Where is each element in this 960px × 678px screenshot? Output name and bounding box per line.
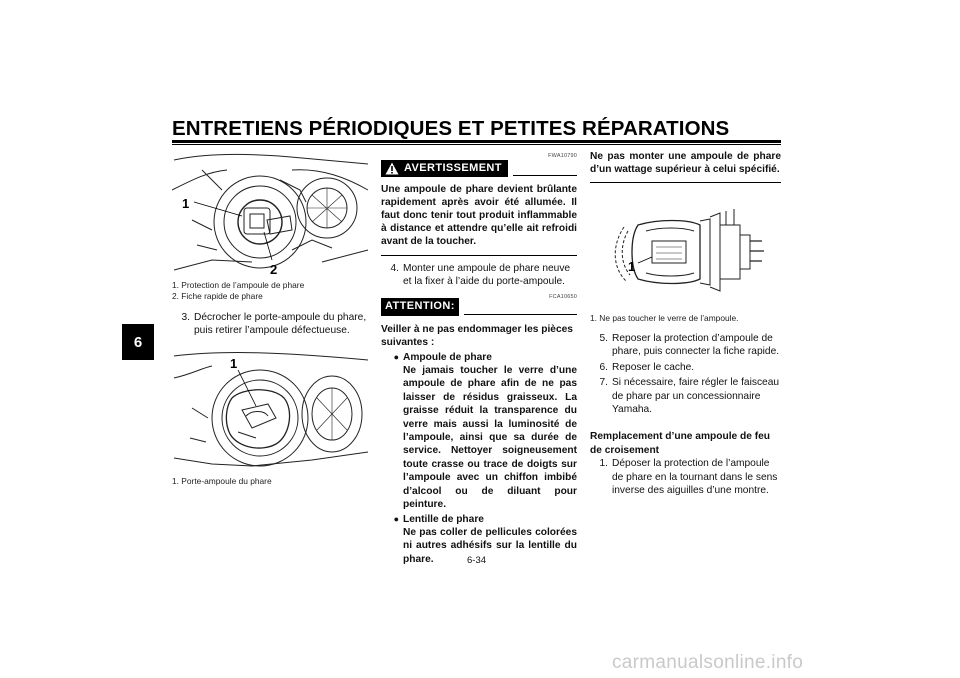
warning-triangle-icon	[385, 162, 399, 175]
figure-3-caption	[590, 313, 781, 324]
header-rule	[172, 140, 781, 143]
step-text: Reposer le cache.	[612, 361, 695, 373]
callout-1: 1	[182, 196, 190, 211]
warning-rule	[513, 175, 577, 176]
header-rule-thin	[172, 144, 781, 145]
step-number: 5.	[599, 333, 608, 344]
step-number: 7.	[599, 377, 608, 389]
bullet-title: Lentille de phare	[403, 513, 484, 525]
warning-header	[381, 159, 577, 177]
figure-1-caption	[172, 280, 370, 302]
callout-1: 1	[230, 355, 238, 371]
bullet-text: Ne pas coller de pellicules colorées ni autres adhésifs sur la lentille du phare.	[403, 526, 577, 565]
warning-end-rule	[590, 182, 781, 183]
watermark: carmanualsonline.info	[612, 652, 804, 673]
column-1	[172, 150, 370, 487]
step-3	[172, 311, 370, 338]
attention-badge: ATTENTION:	[381, 298, 459, 315]
step-number: 3.	[181, 312, 190, 323]
caption-item: 2. Fiche rapide de phare	[172, 291, 263, 301]
step-4	[381, 262, 577, 289]
step-text: Décrocher le porte-ampoule du phare, puis retirer l’ampoule défectueuse.	[194, 312, 367, 337]
attention-code: FCA10650	[549, 293, 577, 300]
figure-bulb-holder	[172, 348, 370, 474]
callout-2: 2	[270, 262, 278, 277]
bulb-illustration	[590, 191, 781, 301]
warning-continued-text: Ne pas monter une ampoule de phare d’un wattage supérieur à celui spécifié.	[590, 151, 781, 175]
warning-code: FWA10790	[548, 153, 577, 159]
step-7	[590, 376, 781, 416]
headlight-illustration	[172, 150, 370, 280]
section-step-1	[590, 457, 781, 497]
step-6	[590, 361, 781, 374]
bullet-item	[381, 351, 577, 512]
figure-2-caption	[172, 476, 370, 487]
callout-1: 1	[628, 259, 636, 274]
caption-item: 1. Porte-ampoule du phare	[172, 475, 272, 486]
bullet-text: Ne jamais toucher le verre d’une ampoule de phare afin de ne pas laisser de résidus graisseux. La graisse réduit la transparence du verre mais aussi la luminosité de l’ampoule, ainsi que sa durée de service. Nettoyer soigneusement toute crasse ou trace de doigts sur l’ampoule avec un chiffon imbibé d’alcool ou de diluant pour peinture.	[403, 365, 577, 511]
figure-headlight-protection	[172, 150, 370, 280]
column-2	[381, 150, 577, 566]
bullet-title: Ampoule de phare	[403, 351, 492, 363]
page-title: ENTRETIENS PÉRIODIQUES ET PETITES RÉPARATIONS	[172, 117, 730, 140]
chapter-tab: 6	[122, 324, 154, 360]
step-text: Déposer la protection de l’ampoule de phare en la tournant dans le sens inverse des aiguilles d’une montre.	[612, 458, 778, 497]
page-number: 6-34	[467, 555, 487, 566]
step-text: Monter une ampoule de phare neuve et la fixer à l’aide du porte-ampoule.	[403, 263, 571, 288]
attention-intro: Veiller à ne pas endommager les pièces suivantes :	[381, 323, 573, 349]
step-text: Si nécessaire, faire régler le faisceau de phare par un concessionnaire Yamaha.	[612, 377, 780, 416]
section-title: Remplacement d’une ampoule de feu de croisement	[590, 431, 771, 456]
column-3	[590, 150, 781, 497]
bullet-dot-icon: ●	[393, 513, 399, 524]
bulb-holder-illustration	[172, 348, 370, 474]
step-number: 4.	[390, 263, 399, 274]
warning-text: Une ampoule de phare devient brûlante rapidement après avoir été allumée. Il faut donc tenir tout produit inflammable à distance et attendre qu’elle ait refroidi avant de la toucher.	[381, 184, 577, 247]
figure-bulb	[590, 191, 781, 301]
step-text: Reposer la protection d’ampoule de phare, puis connecter la fiche rapide.	[612, 333, 780, 358]
warning-end-rule	[381, 255, 577, 256]
attention-rule	[464, 314, 577, 315]
attention-header	[381, 300, 577, 316]
step-number: 1.	[599, 458, 608, 470]
step-5	[590, 332, 781, 359]
warning-badge	[381, 160, 508, 177]
bullet-dot-icon: ●	[393, 351, 399, 362]
caption-item: 1. Ne pas toucher le verre de l’ampoule.	[590, 313, 739, 323]
warning-label: AVERTISSEMENT	[404, 161, 502, 174]
caption-item: 1. Protection de l’ampoule de phare	[172, 280, 305, 290]
step-number: 6.	[599, 361, 608, 373]
